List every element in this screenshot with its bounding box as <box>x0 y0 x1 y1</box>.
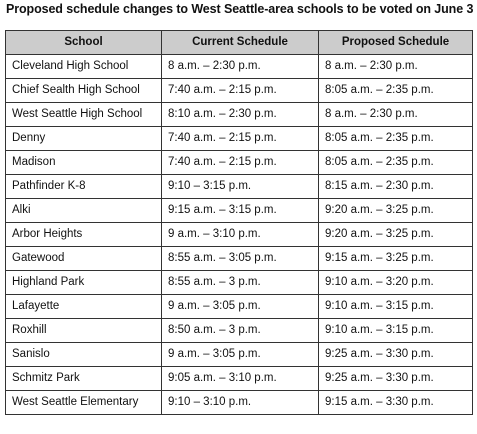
school-cell: Highland Park <box>6 271 162 295</box>
table-row <box>6 343 473 367</box>
proposed-schedule-cell: 9:20 a.m. – 3:25 p.m. <box>319 223 473 247</box>
header-row <box>6 31 473 55</box>
schedule-table <box>5 30 473 415</box>
proposed-schedule-cell: 9:20 a.m. – 3:25 p.m. <box>319 199 473 223</box>
school-cell: Madison <box>6 151 162 175</box>
proposed-schedule-cell: 9:10 a.m. – 3:15 p.m. <box>319 319 473 343</box>
table-row <box>6 247 473 271</box>
proposed-schedule-cell: 8:05 a.m. – 2:35 p.m. <box>319 79 473 103</box>
proposed-schedule-cell: 8 a.m. – 2:30 p.m. <box>319 55 473 79</box>
table-row <box>6 319 473 343</box>
proposed-schedule-cell: 9:10 a.m. – 3:20 p.m. <box>319 271 473 295</box>
current-schedule-cell: 7:40 a.m. – 2:15 p.m. <box>162 79 319 103</box>
table-row <box>6 295 473 319</box>
school-cell: Lafayette <box>6 295 162 319</box>
current-schedule-cell: 9 a.m. – 3:10 p.m. <box>162 223 319 247</box>
current-schedule-cell: 9:15 a.m. – 3:15 p.m. <box>162 199 319 223</box>
proposed-schedule-cell: 8:15 a.m. – 2:30 p.m. <box>319 175 473 199</box>
school-cell: West Seattle Elementary <box>6 391 162 415</box>
school-cell: West Seattle High School <box>6 103 162 127</box>
proposed-schedule-cell: 9:15 a.m. – 3:30 p.m. <box>319 391 473 415</box>
table-row <box>6 127 473 151</box>
header-current-schedule: Current Schedule <box>162 31 319 55</box>
current-schedule-cell: 8:10 a.m. – 2:30 p.m. <box>162 103 319 127</box>
current-schedule-cell: 9:10 – 3:15 p.m. <box>162 175 319 199</box>
table-row <box>6 103 473 127</box>
proposed-schedule-cell: 9:10 a.m. – 3:15 p.m. <box>319 295 473 319</box>
table-row <box>6 151 473 175</box>
current-schedule-cell: 9 a.m. – 3:05 p.m. <box>162 343 319 367</box>
current-schedule-cell: 9 a.m. – 3:05 p.m. <box>162 295 319 319</box>
school-cell: Cleveland High School <box>6 55 162 79</box>
school-cell: Denny <box>6 127 162 151</box>
current-schedule-cell: 8:55 a.m. – 3:05 p.m. <box>162 247 319 271</box>
school-cell: Alki <box>6 199 162 223</box>
school-cell: Arbor Heights <box>6 223 162 247</box>
proposed-schedule-cell: 9:25 a.m. – 3:30 p.m. <box>319 343 473 367</box>
table-row <box>6 55 473 79</box>
proposed-schedule-cell: 9:15 a.m. – 3:25 p.m. <box>319 247 473 271</box>
school-cell: Sanislo <box>6 343 162 367</box>
header-proposed-schedule: Proposed Schedule <box>319 31 473 55</box>
table-row <box>6 271 473 295</box>
current-schedule-cell: 7:40 a.m. – 2:15 p.m. <box>162 127 319 151</box>
school-cell: Schmitz Park <box>6 367 162 391</box>
page-title: Proposed schedule changes to West Seattle-area schools to be voted on June 3 <box>6 2 474 16</box>
proposed-schedule-cell: 8:05 a.m. – 2:35 p.m. <box>319 151 473 175</box>
current-schedule-cell: 8:50 a.m. – 3 p.m. <box>162 319 319 343</box>
table-row <box>6 367 473 391</box>
table-row <box>6 199 473 223</box>
school-cell: Chief Sealth High School <box>6 79 162 103</box>
current-schedule-cell: 8:55 a.m. – 3 p.m. <box>162 271 319 295</box>
table-row <box>6 79 473 103</box>
school-cell: Gatewood <box>6 247 162 271</box>
current-schedule-cell: 7:40 a.m. – 2:15 p.m. <box>162 151 319 175</box>
proposed-schedule-cell: 8 a.m. – 2:30 p.m. <box>319 103 473 127</box>
table-header <box>6 31 473 55</box>
proposed-schedule-cell: 9:25 a.m. – 3:30 p.m. <box>319 367 473 391</box>
table-row <box>6 175 473 199</box>
table-row <box>6 391 473 415</box>
table-row <box>6 223 473 247</box>
school-cell: Roxhill <box>6 319 162 343</box>
school-cell: Pathfinder K-8 <box>6 175 162 199</box>
current-schedule-cell: 9:05 a.m. – 3:10 p.m. <box>162 367 319 391</box>
current-schedule-cell: 9:10 – 3:10 p.m. <box>162 391 319 415</box>
proposed-schedule-cell: 8:05 a.m. – 2:35 p.m. <box>319 127 473 151</box>
table-body <box>6 55 473 415</box>
current-schedule-cell: 8 a.m. – 2:30 p.m. <box>162 55 319 79</box>
header-school: School <box>6 31 162 55</box>
